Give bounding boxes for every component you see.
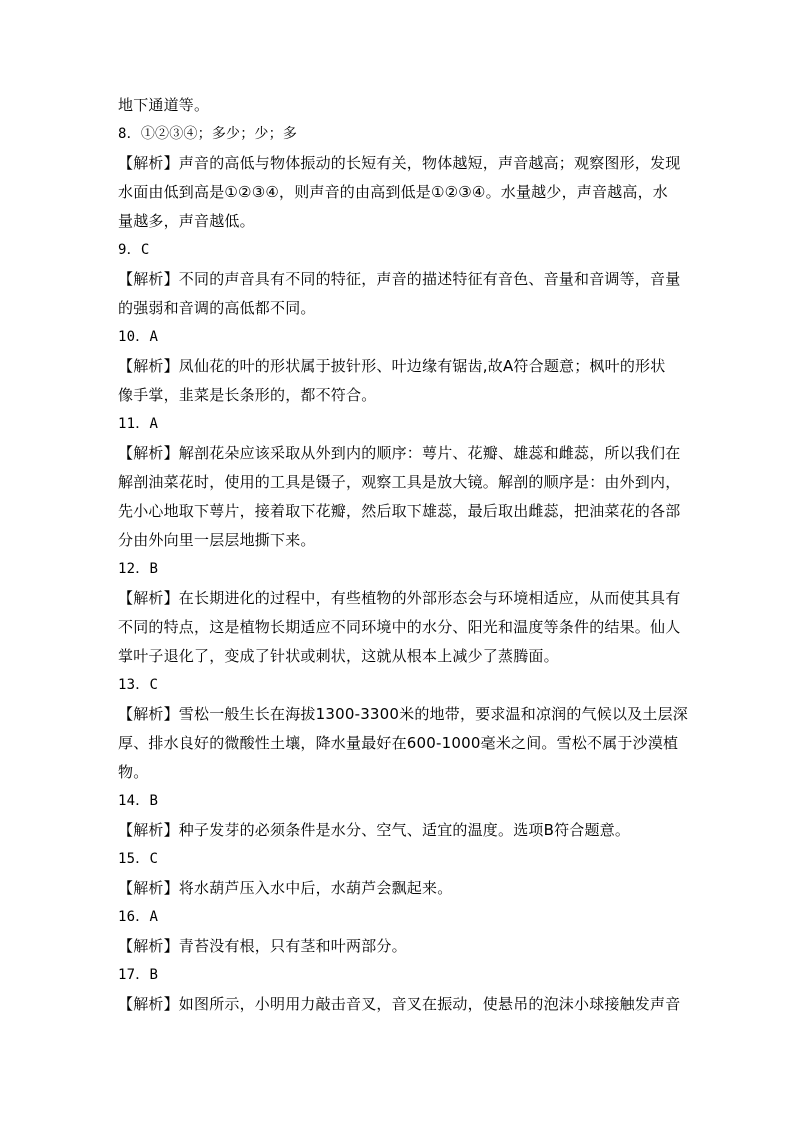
explanation-line: 【解析】将水葫芦压入水中后，水葫芦会飘起来。 (118, 879, 453, 897)
explanation-line: 不同的特点，这是植物长期适应不同环境中的水分、阳光和温度等条件的结果。仙人 (118, 618, 681, 636)
answer-line: 15．C (118, 851, 159, 867)
explanation-line: 【解析】声音的高低与物体振动的长短有关，物体越短，声音越高；观察图形，发现 (118, 154, 681, 172)
explanation-line: 水面由低到高是①②③④，则声音的由高到低是①②③④。水量越少，声音越高，水 (118, 183, 668, 201)
explanation-line: 【解析】在长期进化的过程中，有些植物的外部形态会与环境相适应，从而使其具有 (118, 589, 681, 607)
answer-sheet-body (118, 91, 688, 1019)
answer-line: 12．B (118, 561, 159, 577)
explanation-line: 的强弱和音调的高低都不同。 (118, 299, 316, 317)
answer-line: 8．①②③④；多少；少；多 (118, 126, 298, 142)
explanation-line: 【解析】青苔没有根，只有茎和叶两部分。 (118, 937, 407, 955)
explanation-line: 【解析】种子发芽的必须条件是水分、空气、适宜的温度。选项B符合题意。 (118, 821, 631, 839)
explanation-line: 【解析】凤仙花的叶的形状属于披针形、叶边缘有锯齿,故A符合题意；枫叶的形状 (118, 357, 666, 375)
explanation-line: 【解析】雪松一般生长在海拔1300-3300米的地带，要求温和凉润的气候以及土层深 (118, 705, 688, 723)
answer-line: 17．B (118, 967, 159, 983)
explanation-line: 解剖油菜花时，使用的工具是镊子，观察工具是放大镜。解剖的顺序是：由外到内， (118, 473, 681, 491)
explanation-line: 分由外向里一层层地撕下来。 (118, 531, 316, 549)
answer-line: 9．C (118, 242, 150, 258)
answer-line: 10．A (118, 329, 159, 345)
explanation-line: 像手掌，韭菜是长条形的，都不符合。 (118, 386, 377, 404)
answer-line: 14．B (118, 793, 159, 809)
explanation-line: 掌叶子退化了，变成了针状或刺状，这就从根本上减少了蒸腾面。 (118, 647, 559, 665)
explanation-line: 厚、排水良好的微酸性土壤，降水量最好在600-1000毫米之间。雪松不属于沙漠植 (118, 734, 679, 752)
text-line: 地下通道等。 (118, 96, 210, 114)
explanation-line: 【解析】不同的声音具有不同的特征，声音的描述特征有音色、音量和音调等，音量 (118, 270, 681, 288)
explanation-line: 【解析】解剖花朵应该采取从外到内的顺序：萼片、花瓣、雄蕊和雌蕊，所以我们在 (118, 444, 681, 462)
explanation-line: 物。 (118, 763, 149, 781)
explanation-line: 量越多，声音越低。 (118, 212, 255, 230)
answer-line: 11．A (118, 416, 159, 432)
answer-line: 13．C (118, 677, 159, 693)
explanation-line: 【解析】如图所示，小明用力敲击音叉，音叉在振动，使悬吊的泡沫小球接触发声音 (118, 995, 681, 1013)
explanation-line: 先小心地取下萼片，接着取下花瓣，然后取下雄蕊，最后取出雌蕊，把油菜花的各部 (118, 502, 681, 520)
answer-line: 16．A (118, 909, 159, 925)
